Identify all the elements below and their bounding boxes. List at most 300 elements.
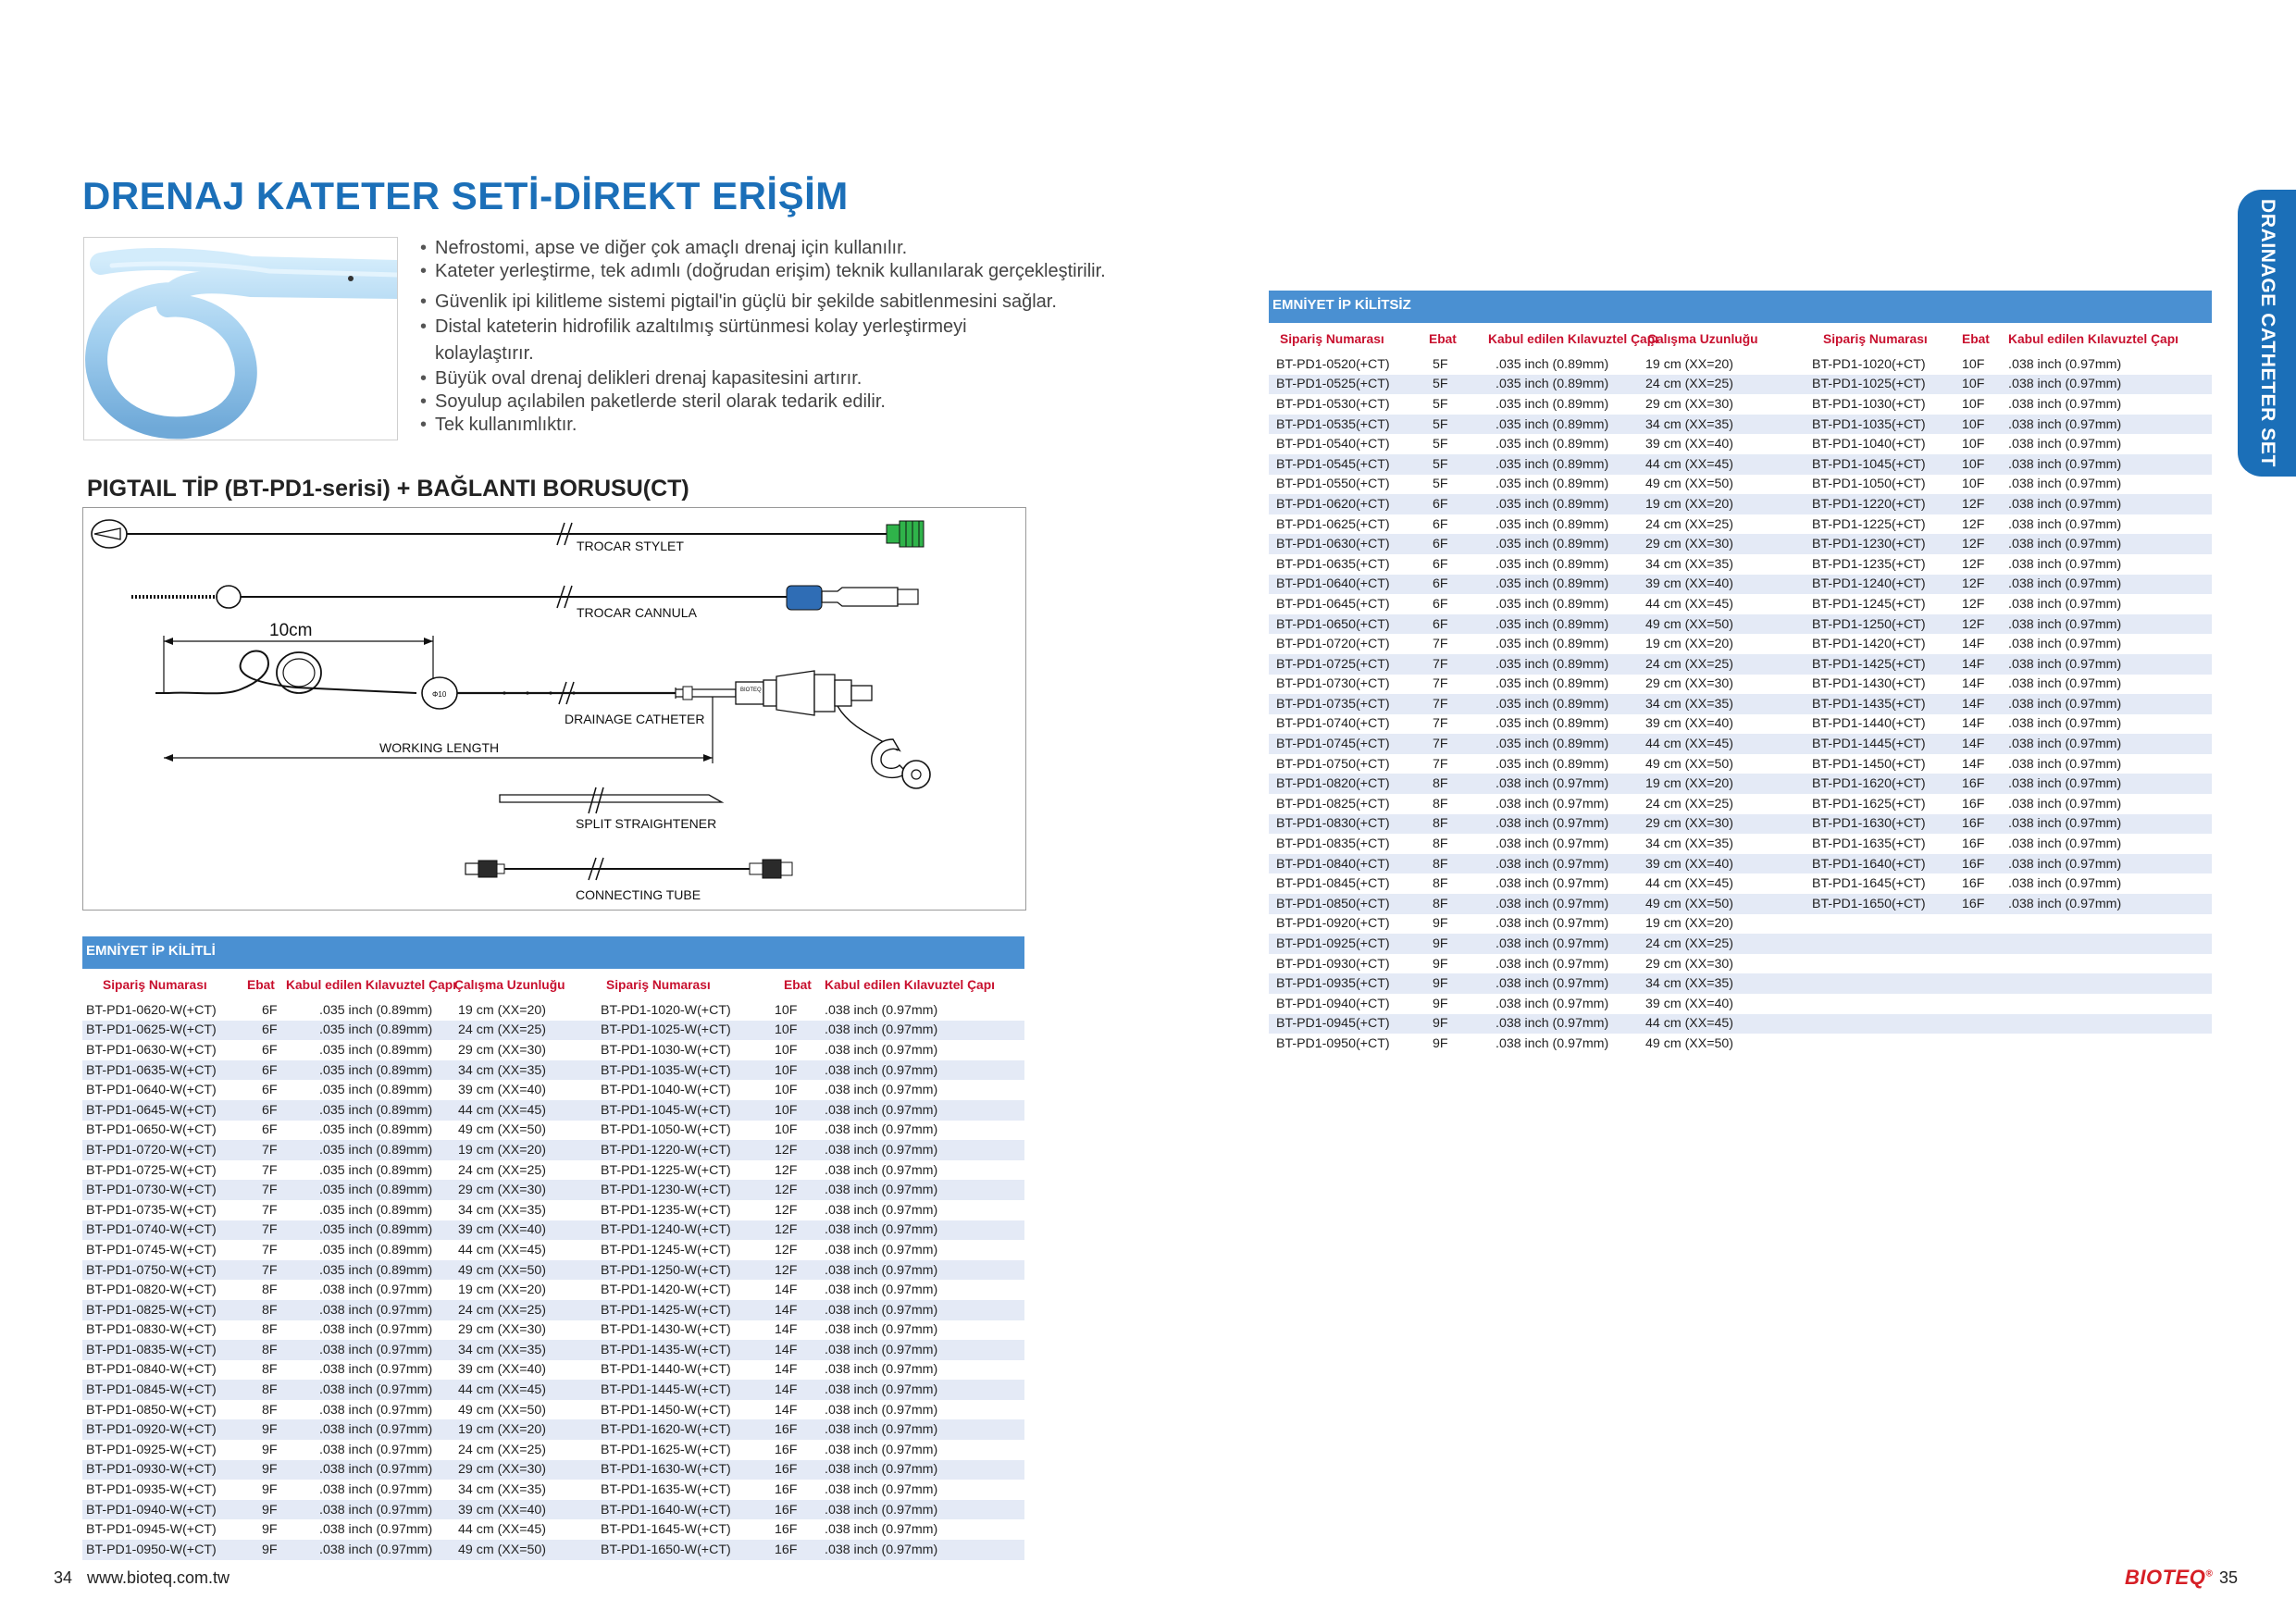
column-header: Kabul edilen Kılavuztel Çapı bbox=[2008, 331, 2178, 346]
table-cell: 24 cm (XX=25) bbox=[458, 1162, 547, 1178]
column-header: Sipariş Numarası bbox=[103, 977, 207, 992]
table-cell: 8F bbox=[1416, 854, 1471, 874]
table-cell: 49 cm (XX=50) bbox=[1644, 614, 1806, 635]
table-cell: BT-PD1-0930(+CT) bbox=[1276, 956, 1390, 972]
table-cell: 7F bbox=[1433, 756, 1448, 772]
table-row bbox=[82, 1320, 1024, 1341]
table-row bbox=[82, 1540, 1024, 1560]
locking-table-title: EMNİYET İP KİLİTLİ bbox=[82, 936, 1024, 969]
table-cell: BT-PD1-1430(+CT) bbox=[1812, 676, 1926, 692]
table-row bbox=[82, 1519, 1024, 1540]
table-cell: BT-PD1-1445(+CT) bbox=[1806, 734, 1953, 754]
table-cell: 34 cm (XX=35) bbox=[1644, 694, 1806, 714]
table-cell: BT-PD1-1040(+CT) bbox=[1812, 437, 1926, 452]
table-cell: BT-PD1-0745(+CT) bbox=[1269, 734, 1416, 754]
table-row bbox=[1269, 614, 2212, 635]
table-cell: 8F bbox=[1416, 774, 1471, 794]
nonlocking-table-section bbox=[1269, 291, 2212, 1054]
table-cell: BT-PD1-1025(+CT) bbox=[1806, 375, 1953, 395]
table-cell: .038 inch (0.97mm) bbox=[821, 1140, 1024, 1160]
table-cell bbox=[2004, 914, 2212, 935]
table-cell: 49 cm (XX=50) bbox=[451, 1260, 597, 1281]
table-row bbox=[1269, 415, 2212, 435]
table-cell: BT-PD1-0620-W(+CT) bbox=[86, 1002, 217, 1018]
table-cell: BT-PD1-0850-W(+CT) bbox=[86, 1402, 217, 1418]
table-cell: BT-PD1-0630(+CT) bbox=[1269, 534, 1416, 554]
table-cell: .038 inch (0.97mm) bbox=[825, 1442, 938, 1457]
table-cell: .038 inch (0.97mm) bbox=[2004, 614, 2212, 635]
table-cell: 8F bbox=[243, 1380, 282, 1400]
table-cell: 10F bbox=[763, 1100, 821, 1121]
table-cell: 9F bbox=[243, 1500, 282, 1520]
table-cell: .038 inch (0.97mm) bbox=[821, 1060, 1024, 1081]
table-row bbox=[1269, 514, 2212, 535]
table-cell: .038 inch (0.97mm) bbox=[825, 1322, 938, 1338]
table-cell: 44 cm (XX=45) bbox=[458, 1522, 547, 1538]
table-cell: BT-PD1-1645-W(+CT) bbox=[601, 1522, 731, 1538]
table-cell: .035 inch (0.89mm) bbox=[319, 1002, 433, 1018]
table-cell: 10F bbox=[775, 1002, 798, 1018]
table-cell: 34 cm (XX=35) bbox=[451, 1060, 597, 1081]
table-cell: BT-PD1-0520(+CT) bbox=[1276, 356, 1390, 372]
table-row bbox=[1269, 774, 2212, 794]
table-cell: BT-PD1-0735(+CT) bbox=[1269, 694, 1416, 714]
table-cell: 16F bbox=[1953, 774, 2004, 794]
table-cell: BT-PD1-1020(+CT) bbox=[1812, 356, 1926, 372]
table-cell bbox=[1806, 973, 1953, 994]
table-cell: 44 cm (XX=45) bbox=[1644, 1014, 1806, 1035]
connecting-tube bbox=[465, 858, 792, 902]
table-cell: .035 inch (0.89mm) bbox=[282, 1021, 451, 1041]
table-row bbox=[1269, 794, 2212, 814]
table-row bbox=[1269, 873, 2212, 894]
table-cell: .038 inch (0.97mm) bbox=[821, 1180, 1024, 1200]
registered-mark: ® bbox=[2205, 1568, 2214, 1580]
table-cell: .038 inch (0.97mm) bbox=[2004, 894, 2212, 914]
table-cell: 7F bbox=[243, 1220, 282, 1241]
table-cell: BT-PD1-1030(+CT) bbox=[1812, 396, 1926, 412]
table-cell: .035 inch (0.89mm) bbox=[319, 1242, 433, 1258]
table-cell: 8F bbox=[262, 1362, 278, 1378]
table-cell: 8F bbox=[1433, 796, 1448, 812]
table-cell: 39 cm (XX=40) bbox=[1645, 996, 1734, 1011]
table-cell: BT-PD1-0830(+CT) bbox=[1269, 814, 1416, 835]
table-cell: 24 cm (XX=25) bbox=[451, 1021, 597, 1041]
table-cell: .038 inch (0.97mm) bbox=[282, 1500, 451, 1520]
table-cell: .038 inch (0.97mm) bbox=[825, 1482, 938, 1498]
table-row bbox=[82, 1180, 1024, 1200]
table-cell bbox=[1806, 1034, 1953, 1054]
table-cell: 7F bbox=[1433, 716, 1448, 732]
table-cell: BT-PD1-1425-W(+CT) bbox=[597, 1300, 763, 1320]
table-cell: .035 inch (0.89mm) bbox=[1496, 437, 1609, 452]
table-cell: 12F bbox=[775, 1242, 798, 1258]
locking-table-section bbox=[82, 936, 1024, 1560]
table-cell: 49 cm (XX=50) bbox=[1645, 1035, 1734, 1051]
table-cell: .035 inch (0.89mm) bbox=[1471, 694, 1644, 714]
trocar-stylet-label: TROCAR STYLET bbox=[577, 539, 684, 553]
table-cell: 6F bbox=[1416, 575, 1471, 595]
table-cell: .038 inch (0.97mm) bbox=[2008, 356, 2122, 372]
column-header: Sipariş Numarası bbox=[606, 977, 711, 992]
table-cell bbox=[2004, 973, 2212, 994]
table-row bbox=[1269, 734, 2212, 754]
table-cell: 7F bbox=[262, 1202, 278, 1218]
table-cell: 8F bbox=[1416, 814, 1471, 835]
table-cell: 49 cm (XX=50) bbox=[1645, 756, 1734, 772]
table-cell: BT-PD1-0725(+CT) bbox=[1269, 654, 1416, 675]
table-cell: 6F bbox=[243, 1100, 282, 1121]
table-cell: BT-PD1-0935(+CT) bbox=[1269, 973, 1416, 994]
table-cell: BT-PD1-0650-W(+CT) bbox=[86, 1122, 217, 1138]
table-cell: BT-PD1-1235-W(+CT) bbox=[601, 1202, 731, 1218]
table-cell bbox=[1806, 914, 1953, 935]
table-cell: 8F bbox=[262, 1322, 278, 1338]
table-cell: 7F bbox=[262, 1242, 278, 1258]
table-cell: .035 inch (0.89mm) bbox=[1496, 396, 1609, 412]
table-cell: 8F bbox=[243, 1300, 282, 1320]
table-cell: .038 inch (0.97mm) bbox=[282, 1300, 451, 1320]
table-cell: BT-PD1-0720(+CT) bbox=[1276, 637, 1390, 652]
table-row bbox=[1269, 354, 2212, 375]
table-row bbox=[1269, 475, 2212, 495]
table-cell: 12F bbox=[775, 1202, 798, 1218]
table-cell: BT-PD1-0945(+CT) bbox=[1269, 1014, 1416, 1035]
table-cell: BT-PD1-0930-W(+CT) bbox=[82, 1460, 243, 1481]
table-cell: .038 inch (0.97mm) bbox=[282, 1380, 451, 1400]
table-cell: 5F bbox=[1433, 356, 1448, 372]
table-row bbox=[82, 1121, 1024, 1141]
table-cell: 19 cm (XX=20) bbox=[1645, 916, 1734, 932]
table-row bbox=[82, 1460, 1024, 1481]
table-cell: 14F bbox=[1962, 637, 1985, 652]
table-cell: 19 cm (XX=20) bbox=[458, 1282, 547, 1298]
table-cell: BT-PD1-1045-W(+CT) bbox=[597, 1100, 763, 1121]
section-heading: PIGTAIL TİP (BT-PD1-serisi) + BAĞLANTI BORUSU(CT) bbox=[87, 476, 689, 502]
table-cell: .038 inch (0.97mm) bbox=[2008, 556, 2122, 572]
table-row bbox=[82, 1400, 1024, 1420]
table-cell: BT-PD1-1625-W(+CT) bbox=[601, 1442, 731, 1457]
table-cell: .038 inch (0.97mm) bbox=[821, 1100, 1024, 1121]
table-cell: 34 cm (XX=35) bbox=[451, 1340, 597, 1360]
table-cell: .035 inch (0.89mm) bbox=[1471, 534, 1644, 554]
table-cell: .038 inch (0.97mm) bbox=[2004, 694, 2212, 714]
table-cell: .038 inch (0.97mm) bbox=[2008, 716, 2122, 732]
table-cell: 34 cm (XX=35) bbox=[1645, 836, 1734, 852]
table-cell: 14F bbox=[1953, 694, 2004, 714]
table-cell: .038 inch (0.97mm) bbox=[319, 1282, 433, 1298]
table-cell: 12F bbox=[775, 1162, 798, 1178]
table-cell: 39 cm (XX=40) bbox=[458, 1083, 547, 1098]
table-row bbox=[82, 1060, 1024, 1081]
table-cell: .035 inch (0.89mm) bbox=[1471, 734, 1644, 754]
table-cell: BT-PD1-0525(+CT) bbox=[1269, 375, 1416, 395]
table-cell: BT-PD1-0950-W(+CT) bbox=[82, 1540, 243, 1560]
column-header: Ebat bbox=[247, 977, 275, 992]
table-cell: BT-PD1-0530(+CT) bbox=[1276, 396, 1390, 412]
table-row bbox=[1269, 434, 2212, 454]
table-cell: .035 inch (0.89mm) bbox=[1496, 756, 1609, 772]
table-cell: 14F bbox=[1962, 676, 1985, 692]
table-cell: 16F bbox=[775, 1522, 798, 1538]
table-cell: 9F bbox=[1416, 1014, 1471, 1035]
table-cell: .038 inch (0.97mm) bbox=[2008, 756, 2122, 772]
table-cell: .038 inch (0.97mm) bbox=[1496, 996, 1609, 1011]
table-cell: .038 inch (0.97mm) bbox=[2004, 534, 2212, 554]
table-row bbox=[1269, 654, 2212, 675]
table-cell: .038 inch (0.97mm) bbox=[319, 1362, 433, 1378]
table-cell: 7F bbox=[1433, 637, 1448, 652]
table-cell: BT-PD1-1240(+CT) bbox=[1806, 575, 1953, 595]
table-cell: 6F bbox=[243, 1060, 282, 1081]
table-row bbox=[1269, 1014, 2212, 1035]
table-cell: .035 inch (0.89mm) bbox=[1496, 637, 1609, 652]
brand-name: BIOTEQ bbox=[2125, 1566, 2206, 1589]
table-row bbox=[1269, 554, 2212, 575]
trocar-stylet bbox=[92, 520, 924, 553]
table-cell: 9F bbox=[1416, 973, 1471, 994]
table-cell: .038 inch (0.97mm) bbox=[821, 1419, 1024, 1440]
table-cell: BT-PD1-1650(+CT) bbox=[1806, 894, 1953, 914]
nonlocking-table bbox=[1269, 323, 2212, 1054]
table-cell bbox=[1953, 994, 2004, 1014]
table-cell: 6F bbox=[1433, 556, 1448, 572]
table-cell: BT-PD1-1435-W(+CT) bbox=[597, 1340, 763, 1360]
table-row bbox=[1269, 394, 2212, 415]
table-cell: .035 inch (0.89mm) bbox=[282, 1260, 451, 1281]
table-cell: 5F bbox=[1433, 437, 1448, 452]
table-cell: .035 inch (0.89mm) bbox=[282, 1100, 451, 1121]
table-cell: 49 cm (XX=50) bbox=[458, 1122, 547, 1138]
table-cell: 44 cm (XX=45) bbox=[1644, 734, 1806, 754]
drainage-catheter-label: DRAINAGE CATHETER bbox=[565, 712, 705, 726]
table-cell: BT-PD1-0925-W(+CT) bbox=[86, 1442, 217, 1457]
table-cell: 14F bbox=[775, 1402, 798, 1418]
table-row bbox=[1269, 714, 2212, 735]
table-cell: .038 inch (0.97mm) bbox=[1471, 894, 1644, 914]
table-cell: .038 inch (0.97mm) bbox=[2004, 415, 2212, 435]
table-row bbox=[1269, 973, 2212, 994]
table-cell bbox=[1806, 1014, 1953, 1035]
table-cell: .038 inch (0.97mm) bbox=[2008, 637, 2122, 652]
table-cell: .035 inch (0.89mm) bbox=[319, 1202, 433, 1218]
table-cell: 12F bbox=[1953, 575, 2004, 595]
table-row bbox=[82, 1340, 1024, 1360]
table-cell: BT-PD1-0630-W(+CT) bbox=[86, 1042, 217, 1058]
table-cell: 5F bbox=[1433, 396, 1448, 412]
table-cell: .035 inch (0.89mm) bbox=[1496, 556, 1609, 572]
table-cell: .038 inch (0.97mm) bbox=[1496, 796, 1609, 812]
table-cell: .038 inch (0.97mm) bbox=[825, 1362, 938, 1378]
locking-table bbox=[82, 969, 1024, 1560]
table-row bbox=[1269, 1034, 2212, 1054]
table-row bbox=[1269, 754, 2212, 774]
table-cell: .035 inch (0.89mm) bbox=[319, 1122, 433, 1138]
table-cell: BT-PD1-1230-W(+CT) bbox=[597, 1180, 763, 1200]
table-row bbox=[82, 1240, 1024, 1260]
table-row bbox=[82, 1419, 1024, 1440]
table-cell: .038 inch (0.97mm) bbox=[319, 1522, 433, 1538]
table-cell: .035 inch (0.89mm) bbox=[1471, 575, 1644, 595]
table-cell: BT-PD1-0825-W(+CT) bbox=[82, 1300, 243, 1320]
table-cell: 12F bbox=[763, 1260, 821, 1281]
table-cell: 5F bbox=[1416, 454, 1471, 475]
table-cell: .035 inch (0.89mm) bbox=[319, 1162, 433, 1178]
table-row bbox=[1269, 894, 2212, 914]
table-cell: BT-PD1-0740(+CT) bbox=[1276, 716, 1390, 732]
table-row bbox=[82, 1220, 1024, 1241]
table-cell: 12F bbox=[1962, 516, 1985, 532]
table-cell: 12F bbox=[1953, 614, 2004, 635]
table-cell: 6F bbox=[262, 1083, 278, 1098]
table-cell: BT-PD1-1220(+CT) bbox=[1806, 494, 1953, 514]
table-cell: 39 cm (XX=40) bbox=[1644, 854, 1806, 874]
table-cell: .038 inch (0.97mm) bbox=[1496, 1035, 1609, 1051]
table-cell: BT-PD1-0920(+CT) bbox=[1276, 916, 1390, 932]
split-straightener-label: SPLIT STRAIGHTENER bbox=[576, 816, 717, 831]
table-cell: BT-PD1-0535(+CT) bbox=[1269, 415, 1416, 435]
table-cell: 14F bbox=[775, 1282, 798, 1298]
table-cell: BT-PD1-1435(+CT) bbox=[1806, 694, 1953, 714]
table-cell: 29 cm (XX=30) bbox=[458, 1322, 547, 1338]
table-cell: BT-PD1-1050-W(+CT) bbox=[601, 1122, 731, 1138]
table-cell: 10F bbox=[1962, 356, 1985, 372]
table-cell: 10F bbox=[1962, 477, 1985, 492]
table-cell: 34 cm (XX=35) bbox=[458, 1202, 547, 1218]
table-cell: 16F bbox=[775, 1482, 798, 1498]
table-row bbox=[1269, 914, 2212, 935]
column-header: Ebat bbox=[1429, 331, 1457, 346]
table-cell: 6F bbox=[262, 1042, 278, 1058]
column-header: Çalışma Uzunluğu bbox=[454, 977, 565, 992]
column-header: Ebat bbox=[784, 977, 812, 992]
table-cell: BT-PD1-0820-W(+CT) bbox=[86, 1282, 217, 1298]
table-cell: .038 inch (0.97mm) bbox=[821, 1021, 1024, 1041]
table-cell: 9F bbox=[262, 1442, 278, 1457]
table-cell: .038 inch (0.97mm) bbox=[821, 1500, 1024, 1520]
table-cell: .038 inch (0.97mm) bbox=[2008, 676, 2122, 692]
table-cell: BT-PD1-1630-W(+CT) bbox=[597, 1460, 763, 1481]
table-cell: 16F bbox=[1962, 876, 1985, 892]
feature-item: • Büyük oval drenaj delikleri drenaj kapasitesini artırır. bbox=[418, 367, 1106, 390]
drainage-catheter bbox=[155, 651, 930, 789]
table-cell: BT-PD1-0745-W(+CT) bbox=[86, 1242, 217, 1258]
table-cell: .038 inch (0.97mm) bbox=[821, 1220, 1024, 1241]
svg-text:BIOTEQ: BIOTEQ bbox=[740, 688, 762, 693]
table-cell: 44 cm (XX=45) bbox=[458, 1242, 547, 1258]
table-cell: 19 cm (XX=20) bbox=[1644, 494, 1806, 514]
table-cell: 7F bbox=[1416, 654, 1471, 675]
table-cell bbox=[2004, 954, 2212, 974]
table-cell: 16F bbox=[1953, 894, 2004, 914]
table-cell: 6F bbox=[1433, 596, 1448, 612]
table-cell: .038 inch (0.97mm) bbox=[1471, 814, 1644, 835]
table-cell: BT-PD1-1420-W(+CT) bbox=[601, 1282, 731, 1298]
table-cell: .038 inch (0.97mm) bbox=[825, 1402, 938, 1418]
dimension-10cm bbox=[111, 621, 433, 693]
table-cell: 5F bbox=[1433, 477, 1448, 492]
components-diagram bbox=[82, 507, 1026, 911]
table-row bbox=[1269, 854, 2212, 874]
table-cell: BT-PD1-1030-W(+CT) bbox=[601, 1042, 731, 1058]
table-cell: .035 inch (0.89mm) bbox=[1471, 654, 1644, 675]
table-cell: 29 cm (XX=30) bbox=[451, 1180, 597, 1200]
table-row bbox=[82, 1480, 1024, 1500]
trocar-cannula-label: TROCAR CANNULA bbox=[577, 605, 697, 620]
table-cell: BT-PD1-0625-W(+CT) bbox=[82, 1021, 243, 1041]
table-cell: .038 inch (0.97mm) bbox=[2004, 375, 2212, 395]
table-row bbox=[1269, 694, 2212, 714]
working-length-label: WORKING LENGTH bbox=[379, 740, 500, 755]
table-cell: 6F bbox=[1433, 516, 1448, 532]
table-cell: 39 cm (XX=40) bbox=[451, 1500, 597, 1520]
table-cell bbox=[1953, 973, 2004, 994]
table-cell bbox=[1953, 934, 2004, 954]
table-cell: .035 inch (0.89mm) bbox=[1496, 356, 1609, 372]
table-cell: .038 inch (0.97mm) bbox=[825, 1242, 938, 1258]
table-cell: .035 inch (0.89mm) bbox=[1471, 494, 1644, 514]
table-cell: 16F bbox=[763, 1500, 821, 1520]
table-cell: 8F bbox=[262, 1282, 278, 1298]
table-row bbox=[82, 1500, 1024, 1520]
table-cell: 24 cm (XX=25) bbox=[1645, 796, 1734, 812]
table-cell: 6F bbox=[262, 1122, 278, 1138]
table-cell: 5F bbox=[1416, 375, 1471, 395]
table-cell: 9F bbox=[243, 1419, 282, 1440]
table-cell: 10F bbox=[1962, 437, 1985, 452]
table-cell: 14F bbox=[775, 1322, 798, 1338]
table-row bbox=[82, 1021, 1024, 1041]
table-cell: 10F bbox=[775, 1083, 798, 1098]
table-row bbox=[82, 1200, 1024, 1220]
table-cell: 16F bbox=[1953, 814, 2004, 835]
table-cell: 44 cm (XX=45) bbox=[1644, 454, 1806, 475]
table-cell: 6F bbox=[243, 1021, 282, 1041]
table-cell: .038 inch (0.97mm) bbox=[2004, 734, 2212, 754]
table-cell: .035 inch (0.89mm) bbox=[282, 1220, 451, 1241]
table-cell: BT-PD1-1640(+CT) bbox=[1806, 854, 1953, 874]
table-cell: BT-PD1-0935-W(+CT) bbox=[86, 1482, 217, 1498]
table-cell: BT-PD1-0625(+CT) bbox=[1276, 516, 1390, 532]
table-cell: 16F bbox=[1962, 796, 1985, 812]
table-cell: BT-PD1-0820(+CT) bbox=[1269, 774, 1416, 794]
table-cell: BT-PD1-0650(+CT) bbox=[1269, 614, 1416, 635]
table-cell: 39 cm (XX=40) bbox=[451, 1220, 597, 1241]
table-cell: BT-PD1-0840-W(+CT) bbox=[86, 1362, 217, 1378]
table-cell: BT-PD1-1450(+CT) bbox=[1812, 756, 1926, 772]
table-cell: 16F bbox=[775, 1442, 798, 1457]
table-row bbox=[1269, 634, 2212, 654]
table-cell: .038 inch (0.97mm) bbox=[282, 1540, 451, 1560]
table-cell: 12F bbox=[1962, 596, 1985, 612]
table-cell: BT-PD1-1635(+CT) bbox=[1812, 836, 1926, 852]
table-cell: BT-PD1-1450-W(+CT) bbox=[601, 1402, 731, 1418]
table-cell bbox=[1953, 1014, 2004, 1035]
table-cell: 39 cm (XX=40) bbox=[1645, 437, 1734, 452]
table-cell: .038 inch (0.97mm) bbox=[821, 1340, 1024, 1360]
table-cell: BT-PD1-0830-W(+CT) bbox=[86, 1322, 217, 1338]
table-cell: BT-PD1-0730(+CT) bbox=[1276, 676, 1390, 692]
table-cell: .038 inch (0.97mm) bbox=[2008, 396, 2122, 412]
table-cell: 7F bbox=[243, 1260, 282, 1281]
table-cell: BT-PD1-0725-W(+CT) bbox=[86, 1162, 217, 1178]
table-cell: 9F bbox=[1433, 916, 1448, 932]
table-cell: 7F bbox=[1433, 676, 1448, 692]
website-link[interactable]: www.bioteq.com.tw bbox=[87, 1568, 230, 1587]
table-row bbox=[1269, 954, 2212, 974]
table-cell: BT-PD1-0835(+CT) bbox=[1276, 836, 1390, 852]
column-header: Kabul edilen Kılavuztel Çapı bbox=[825, 977, 995, 992]
